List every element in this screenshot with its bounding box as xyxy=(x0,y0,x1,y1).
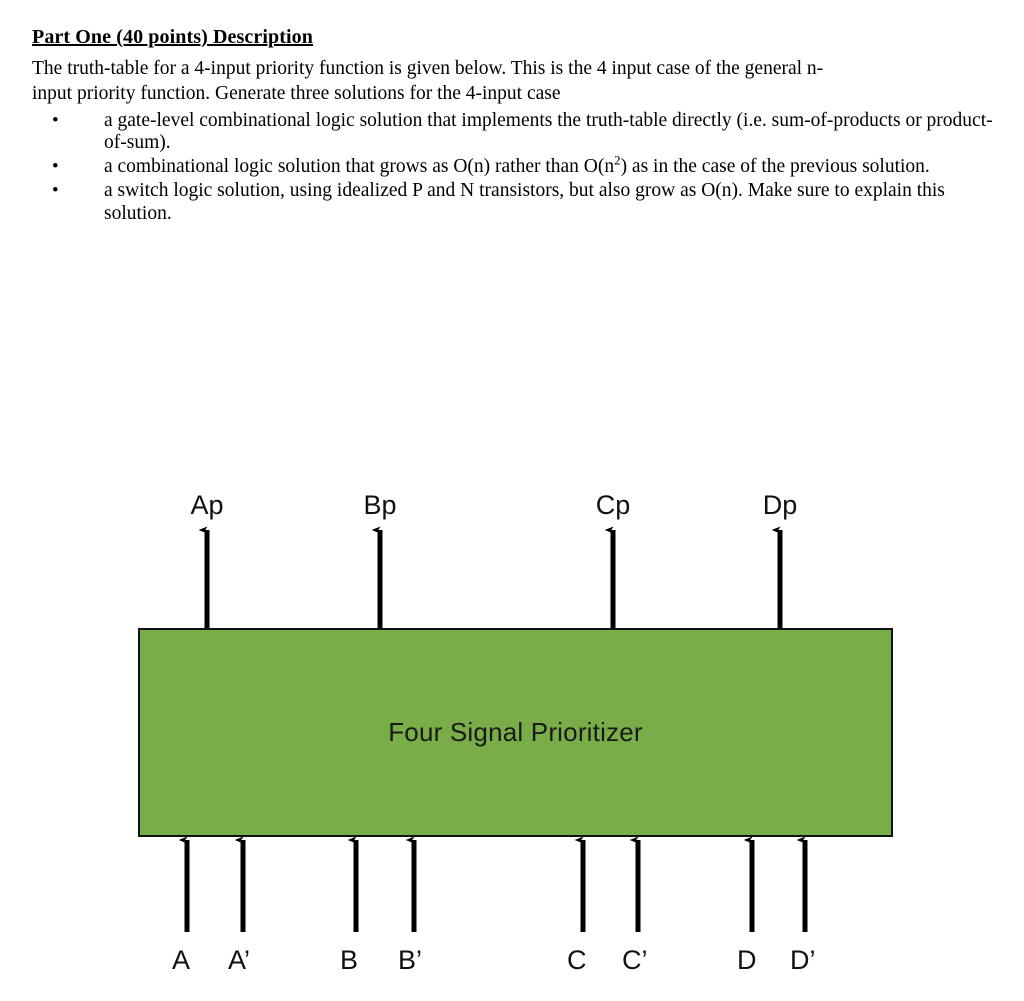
list-item-text: a switch logic solution, using idealized P and N transistors, but also grow as O(n). Make sure to explain this solution. xyxy=(104,180,945,224)
list-item-superscript: 2 xyxy=(614,153,621,168)
input-port-label: C’ xyxy=(622,945,648,975)
intro-paragraph-line-1: The truth-table for a 4-input priority function is given below. This is the 4 input case of the general n- xyxy=(32,58,824,79)
bullet-dot-icon: • xyxy=(52,109,59,131)
output-port-label: Dp xyxy=(762,490,798,520)
list-item-text-tail: ) as in the case of the previous solution. xyxy=(620,156,930,178)
output-port-label: Cp xyxy=(595,490,631,520)
requirements-bullet-list xyxy=(32,110,994,226)
input-port-label: A xyxy=(172,945,191,975)
intro-paragraph-line-2: input priority function. Generate three solutions for the 4-input case xyxy=(32,82,561,104)
input-arrow-group xyxy=(187,840,805,932)
input-port-label: C xyxy=(567,945,587,975)
list-item xyxy=(32,110,994,156)
bullet-dot-icon: • xyxy=(52,180,59,202)
list-item xyxy=(32,153,994,179)
output-arrow-group xyxy=(207,530,780,628)
list-item-text: a gate-level combinational logic solution that implements the truth-table directly (i.e. sum-of-products or product-of-sum). xyxy=(104,109,993,154)
input-port-label: B’ xyxy=(398,945,423,975)
document-text-block xyxy=(32,26,994,227)
input-port-label: B xyxy=(340,945,359,975)
prioritizer-block-label: Four Signal Prioritizer xyxy=(388,717,643,747)
output-port-label: Ap xyxy=(190,490,224,520)
prioritizer-block xyxy=(138,628,893,837)
bullet-dot-icon: • xyxy=(52,156,59,178)
page-title: Part One (40 points) Description xyxy=(32,26,313,48)
input-port-label: D’ xyxy=(790,945,816,975)
output-port-label: Bp xyxy=(363,490,397,520)
input-port-label: D xyxy=(737,945,757,975)
list-item xyxy=(32,180,994,226)
input-port-label: A’ xyxy=(228,945,251,975)
list-item-text: a combinational logic solution that grows as O(n) rather than O(n xyxy=(104,156,615,178)
